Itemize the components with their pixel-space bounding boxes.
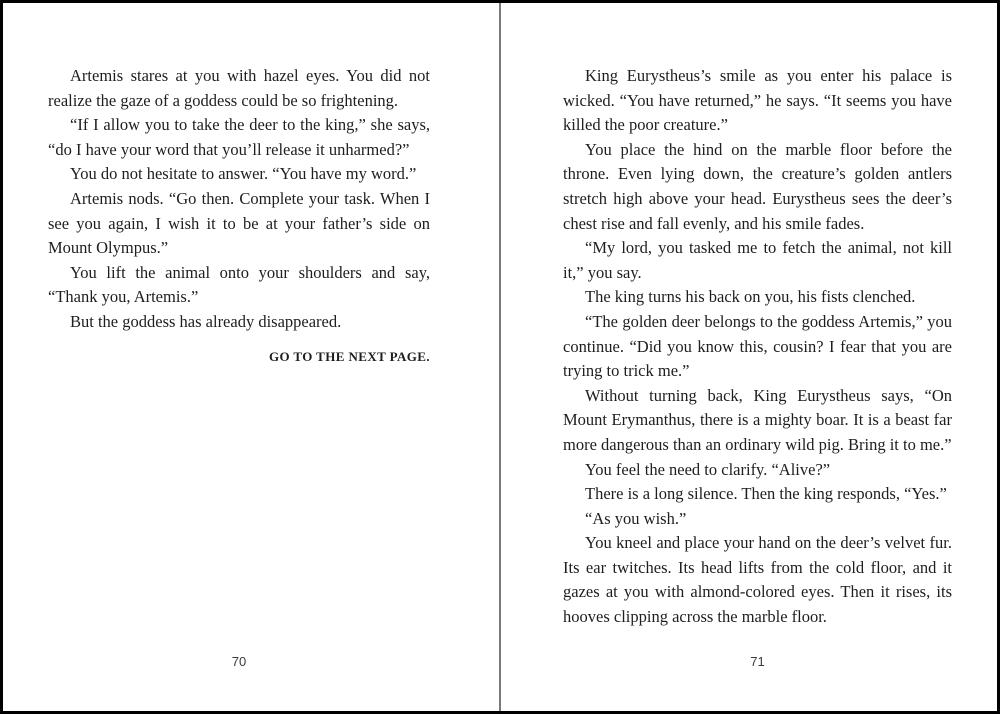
page-left xyxy=(48,64,430,369)
paragraph: You place the hind on the marble floor before the throne. Even lying down, the creature’s golden antlers stretch high above your head. Eurystheus sees the deer’s chest rise and fall evenly, and his smile fades. xyxy=(563,139,952,233)
paragraph: You feel the need to clarify. “Alive?” xyxy=(585,459,831,479)
paragraph: But the goddess has already disappeared. xyxy=(70,311,342,331)
paragraph: You kneel and place your hand on the deer’s velvet fur. Its ear twitches. Its head lifts from the cold floor, and it gazes at you with almond-colored eyes. Then it rises, its hooves clipping across the marble floor. xyxy=(563,533,952,627)
paragraph: There is a long silence. Then the king responds, “Yes.” xyxy=(585,484,947,504)
paragraph: “As you wish.” xyxy=(585,508,687,528)
page-right xyxy=(563,64,952,630)
page-number-right: 71 xyxy=(750,654,765,669)
paragraph: “The golden deer belongs to the goddess Artemis,” you continue. “Did you know this, cousin? I fear that you are trying to trick me.” xyxy=(563,311,952,381)
paragraph: Artemis stares at you with hazel eyes. You did not realize the gaze of a goddess could be so frightening. xyxy=(48,66,430,110)
paragraph: You do not hesitate to answer. “You have my word.” xyxy=(70,164,417,184)
paragraph: Artemis nods. “Go then. Complete your task. When I see you again, I wish it to be at your father’s side on Mount Olympus.” xyxy=(48,188,430,258)
paragraph: You lift the animal onto your shoulders and say, “Thank you, Artemis.” xyxy=(48,262,430,307)
page-number-left: 70 xyxy=(231,654,247,669)
page-gutter-divider xyxy=(499,3,501,711)
paragraph: The king turns his back on you, his fists clenched. xyxy=(585,287,916,307)
paragraph: “If I allow you to take the deer to the king,” she says, “do I have your word that you’ll release it unharmed?” xyxy=(48,115,430,159)
paragraph: Without turning back, King Eurystheus says, “On Mount Erymanthus, there is a mighty boar. It is a beast far more dangerous than an ordinary wild pig. Bring it to me.” xyxy=(563,385,952,454)
paragraph: King Eurystheus’s smile as you enter his palace is wicked. “You have returned,” he says. “It seems you have killed the poor creature.” xyxy=(563,66,952,135)
paragraph: “My lord, you tasked me to fetch the animal, not kill it,” you say. xyxy=(563,238,952,282)
go-to-next-page-directive: GO TO THE NEXT PAGE. xyxy=(268,348,430,364)
